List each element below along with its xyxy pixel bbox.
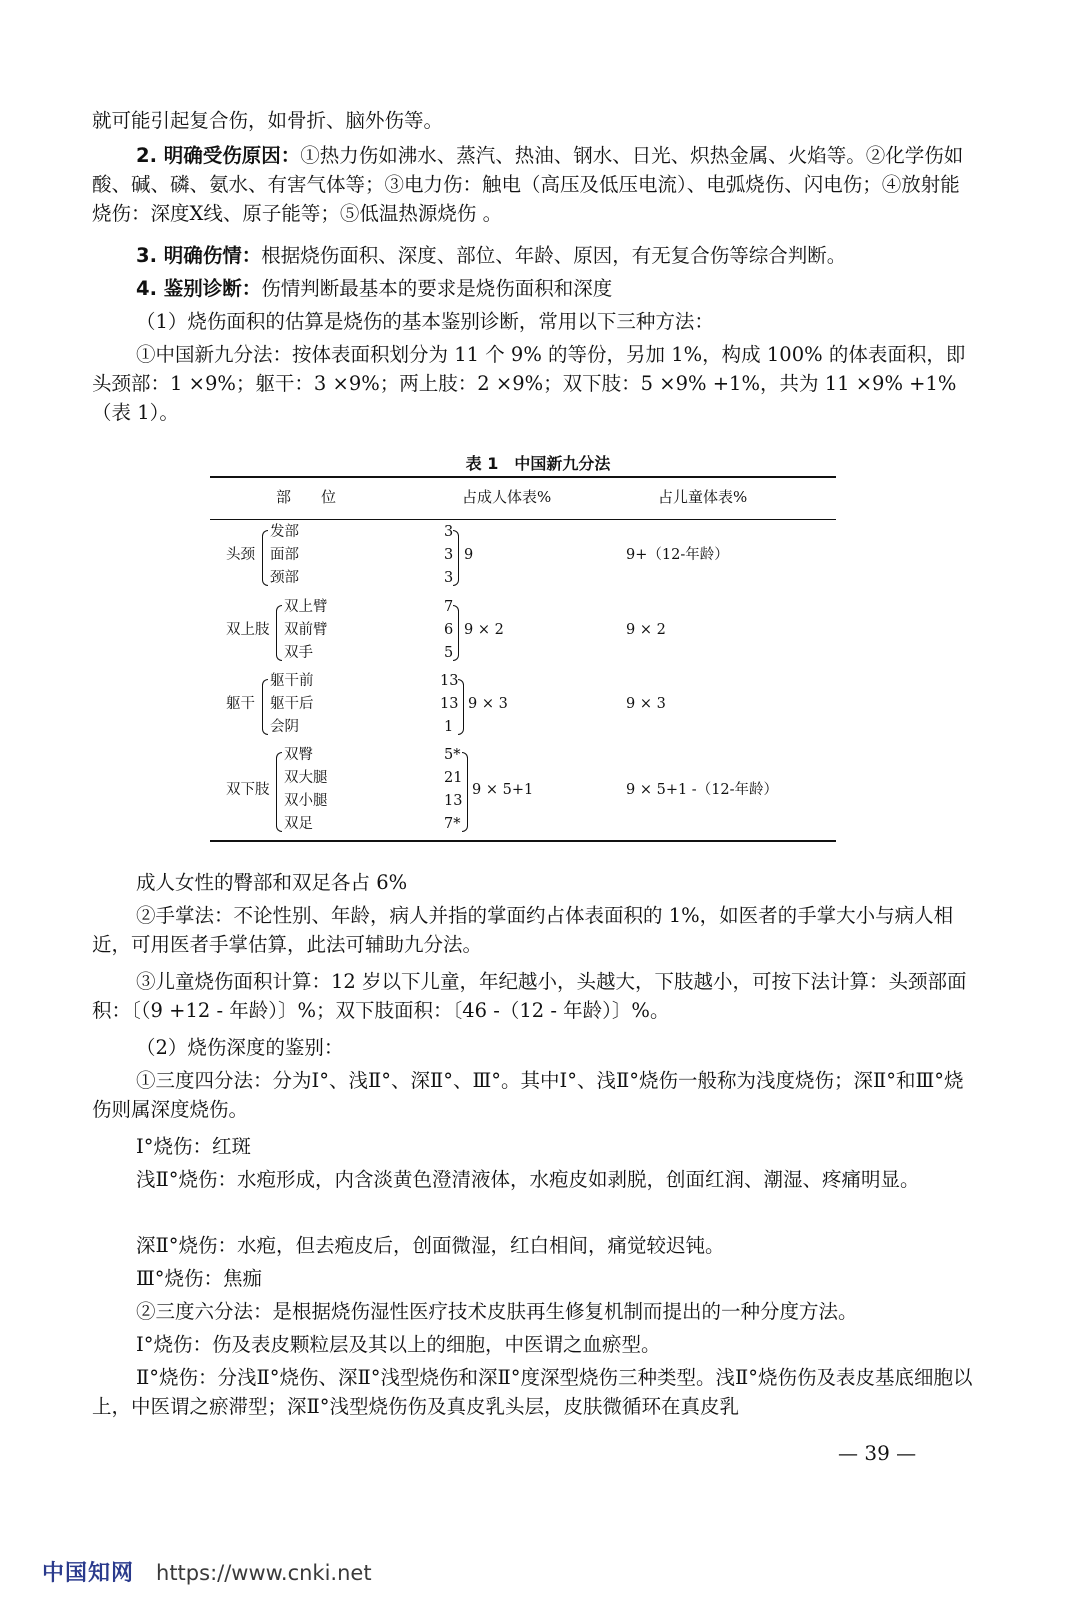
paragraph: 3. 明确伤情：根据烧伤面积、深度、部位、年龄、原因，有无复合伤等综合判断。 (136, 244, 847, 267)
paragraph: Ⅰ°烧伤：伤及表皮颗粒层及其以上的细胞，中医谓之血瘀型。 (136, 1333, 661, 1356)
table-adult-value: 5* (444, 747, 461, 763)
table-header-rule (210, 519, 836, 520)
table-header-child: 占儿童体表% (658, 488, 748, 506)
page-number: — 39 — (838, 1441, 917, 1465)
left-brace (276, 752, 282, 832)
table-part: 躯干后 (270, 696, 314, 712)
table-region: 双上肢 (226, 622, 270, 638)
table-part: 双足 (284, 816, 313, 832)
right-brace (458, 679, 464, 735)
paragraph: ②手掌法：不论性别、年龄，病人并指的掌面约占体表面积的 1%，如医者的手掌大小与病人相近，可用医者手掌估算，此法可辅助九分法。 (92, 904, 954, 956)
paragraph: ①中国新九分法：按体表面积划分为 11 个 9% 的等份，另加 1%，构成 100% 的体表面积，即头颈部：1 ×9%；躯干：3 ×9%；两上肢：2 ×9%；双下肢：5 ×9% +1%，共为 11 ×9% +1%（表 1）。 (92, 343, 966, 424)
paragraph: ②三度六分法：是根据烧伤湿性医疗技术皮肤再生修复机制而提出的一种分度方法。 (136, 1300, 858, 1323)
table-adult-value: 7 (444, 599, 454, 615)
paragraph-label: 4. 鉴别诊断： (136, 277, 262, 300)
footer-watermark (42, 1556, 372, 1587)
table-header-adult: 占成人体表% (462, 488, 552, 506)
table-part: 面部 (270, 547, 299, 563)
paragraph: 深Ⅱ°烧伤：水疱，但去疱皮后，创面微湿，红白相间，痛觉较迟钝。 (136, 1234, 725, 1257)
paragraph: 浅Ⅱ°烧伤：水疱形成，内含淡黄色澄清液体，水疱皮如剥脱，创面红润、潮湿、疼痛明显。 (136, 1168, 920, 1191)
left-brace (276, 605, 282, 661)
table-region: 躯干 (226, 696, 255, 712)
table-adult-value: 6 (444, 622, 454, 638)
table-part: 颈部 (270, 570, 299, 586)
table-header-region: 部 位 (276, 488, 337, 506)
table-adult-value: 3 (444, 524, 454, 540)
table-region: 双下肢 (226, 782, 270, 798)
paragraph: （2）烧伤深度的鉴别： (136, 1036, 344, 1059)
table-child-value: 9 × 5+1 -（12-年龄） (626, 782, 779, 798)
table-part: 躯干前 (270, 673, 314, 689)
table-adult-value: 13 (440, 673, 459, 689)
paragraph: ①三度四分法：分为Ⅰ°、浅Ⅱ°、深Ⅱ°、Ⅲ°。其中Ⅰ°、浅Ⅱ°烧伤一般称为浅度烧伤；深Ⅱ°和Ⅲ°烧伤则属深度烧伤。 (92, 1069, 964, 1121)
right-brace (453, 530, 459, 586)
table-adult-value: 3 (444, 570, 454, 586)
table-part: 双前臂 (284, 622, 328, 638)
paragraph: 成人女性的臀部和双足各占 6% (136, 871, 408, 894)
table-adult-value: 7* (444, 816, 461, 832)
table-adult-value: 13 (440, 696, 459, 712)
table-top-rule (210, 476, 836, 478)
table-adult-total: 9 × 3 (468, 696, 508, 712)
table-adult-total: 9 × 5+1 (472, 782, 534, 798)
paragraph: Ⅰ°烧伤：红斑 (136, 1135, 251, 1158)
table-part: 双手 (284, 645, 313, 661)
table-adult-total: 9 (464, 547, 474, 563)
footer-url[interactable]: https://www.cnki.net (156, 1561, 372, 1585)
table-adult-value: 21 (444, 770, 463, 786)
table-adult-value: 5 (444, 645, 454, 661)
paragraph: ③儿童烧伤面积计算：12 岁以下儿童，年纪越小，头越大，下肢越小，可按下法计算：头颈部面积：〔（9 +12 - 年龄）〕%；双下肢面积：〔46 -（12 - 年龄）〕%。 (92, 970, 967, 1022)
table-child-value: 9+（12-年龄） (626, 547, 729, 563)
paragraph: 就可能引起复合伤，如骨折、脑外伤等。 (92, 109, 444, 132)
table-part: 双上臂 (284, 599, 328, 615)
paragraph: Ⅲ°烧伤：焦痂 (136, 1267, 263, 1290)
table-adult-value: 1 (444, 719, 454, 735)
table-region: 头颈 (226, 547, 255, 563)
table-part: 会阴 (270, 719, 299, 735)
table-part: 双臀 (284, 747, 313, 763)
table-adult-value: 13 (444, 793, 463, 809)
right-brace (453, 605, 459, 661)
paragraph: 2. 明确受伤原因：①热力伤如沸水、蒸汽、热油、钢水、日光、炽热金属、火焰等。②化学伤如酸、碱、磷、氨水、有害气体等；③电力伤：触电（高压及低压电流）、电弧烧伤、闪电伤；④放射能烧伤：深度X线、原子能等；⑤低温热源烧伤 。 (92, 144, 964, 225)
table-child-value: 9 × 2 (626, 622, 666, 638)
table-caption: 表 1 中国新九分法 (465, 454, 611, 473)
paragraph-label: 3. 明确伤情： (136, 244, 262, 267)
left-brace (262, 530, 268, 586)
left-brace (262, 679, 268, 735)
table-child-value: 9 × 3 (626, 696, 666, 712)
paragraph: Ⅱ°烧伤：分浅Ⅱ°烧伤、深Ⅱ°浅型烧伤和深Ⅱ°度深型烧伤三种类型。浅Ⅱ°烧伤伤及表皮基底细胞以上，中医谓之瘀滞型；深Ⅱ°浅型烧伤伤及真皮乳头层，皮肤微循环在真皮乳 (92, 1366, 973, 1418)
paragraph: 4. 鉴别诊断：伤情判断最基本的要求是烧伤面积和深度 (136, 277, 613, 300)
paragraph-label: 2. 明确受伤原因： (136, 144, 301, 167)
cnki-logo-text: 中国知网 (42, 1561, 135, 1586)
table-part: 双大腿 (284, 770, 328, 786)
table-adult-total: 9 × 2 (464, 622, 504, 638)
table-part: 双小腿 (284, 793, 328, 809)
table-bottom-rule (210, 840, 836, 842)
table-adult-value: 3 (444, 547, 454, 563)
table-part: 发部 (270, 524, 299, 540)
right-brace (462, 752, 468, 832)
paragraph: （1）烧伤面积的估算是烧伤的基本鉴别诊断，常用以下三种方法： (136, 310, 714, 333)
